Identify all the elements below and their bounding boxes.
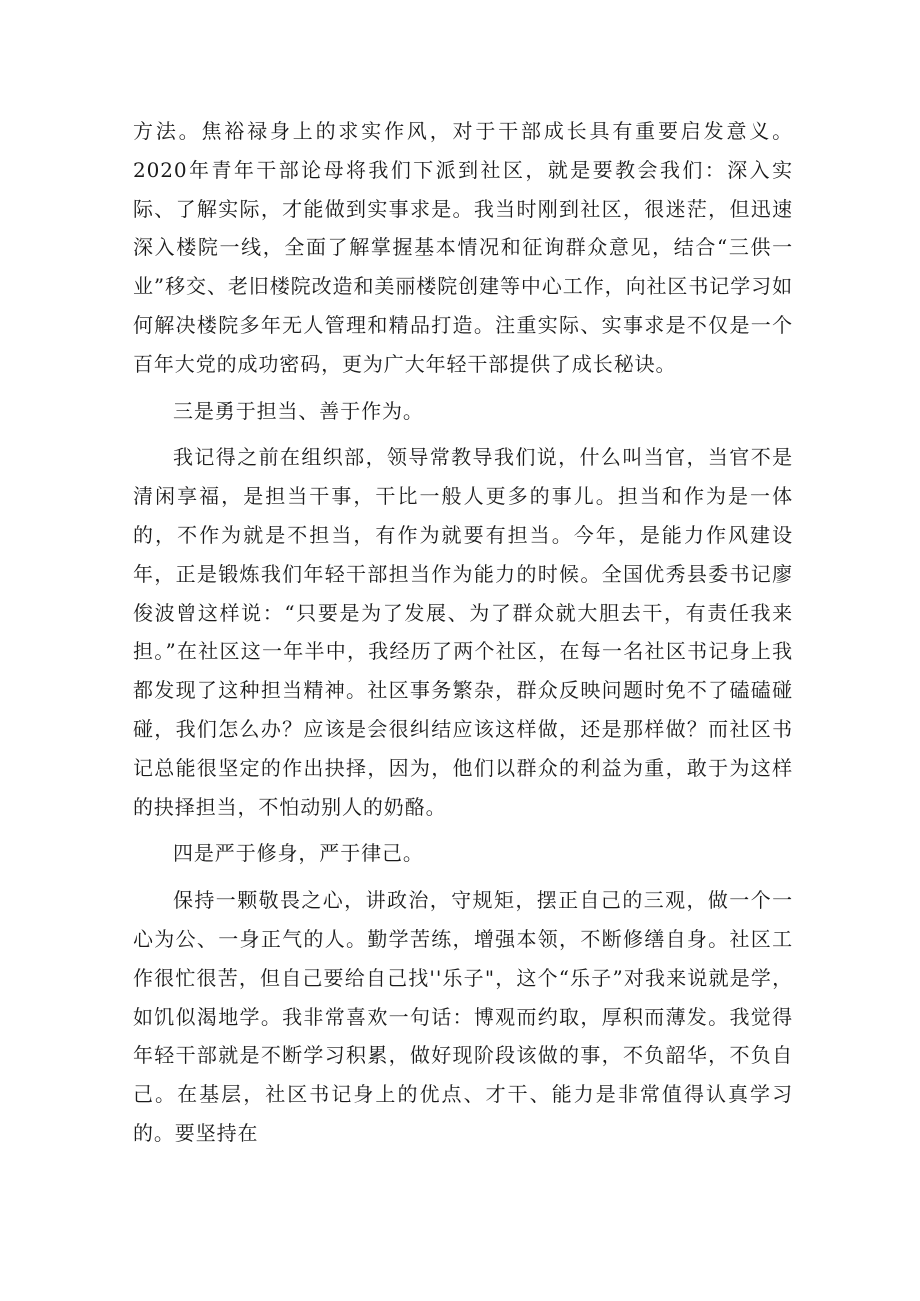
paragraph-continued: 方法。焦裕禄身上的求实作风，对于干部成长具有重要启发意义。2020年青年干部论母将我们下派到社区，就是要教会我们：深入实际、了解实际，才能做到实事求是。我当时刚到社区，很迷茫，但迅速深入楼院一线，全面了解掌握基本情况和征询群众意见，结合“三供一业”移交、老旧楼院改造和美丽楼院创建等中心工作，向社区书记学习如何解决楼院多年无人管理和精品打造。注重实际、实事求是不仅是一个百年大党的成功密码，更为广大年轻干部提供了成长秘诀。 (133, 119, 793, 376)
section-heading-three: 三是勇于担当、善于作为。 (173, 398, 424, 423)
section-heading-four: 四是严于修身，严于律己。 (173, 841, 424, 866)
paragraph-self-discipline: 保持一颗敬畏之心，讲政治，守规矩，摆正自己的三观，做一个一心为公、一身正气的人。勤学苦练，增强本领，不断修缮自身。社区工作很忙很苦，但自己要给自己找''乐子"，这个“乐子”对我来说就是学，如饥似渴地学。我非常喜欢一句话：博观而约取，厚积而薄发。我觉得年轻干部就是不断学习积累，做好现阶段该做的事，不负韶华，不负自己。在基层，社区书记身上的优点、才干、能力是非常值得认真学习的。要坚持在 (133, 888, 793, 1145)
paragraph-responsibility: 我记得之前在组织部，领导常教导我们说，什么叫当官，当官不是清闲享福，是担当干事，干比一般人更多的事儿。担当和作为是一体的，不作为就是不担当，有作为就要有担当。今年，是能力作风建设年，正是锻炼我们年轻干部担当作为能力的时候。全国优秀县委书记廖俊波曾这样说：“只要是为了发展、为了群众就大胆去干，有责任我来担。”在社区这一年半中，我经历了两个社区，在每一名社区书记身上我都发现了这种担当精神。社区事务繁杂，群众反映问题时免不了磕磕碰碰，我们怎么办？应该是会很纠结应该这样做，还是那样做？而社区书记总能很坚定的作出抉择，因为，他们以群众的利益为重，敢于为这样的抉择担当，不怕动别人的奶酪。 (133, 445, 793, 819)
document-body (133, 112, 793, 1153)
